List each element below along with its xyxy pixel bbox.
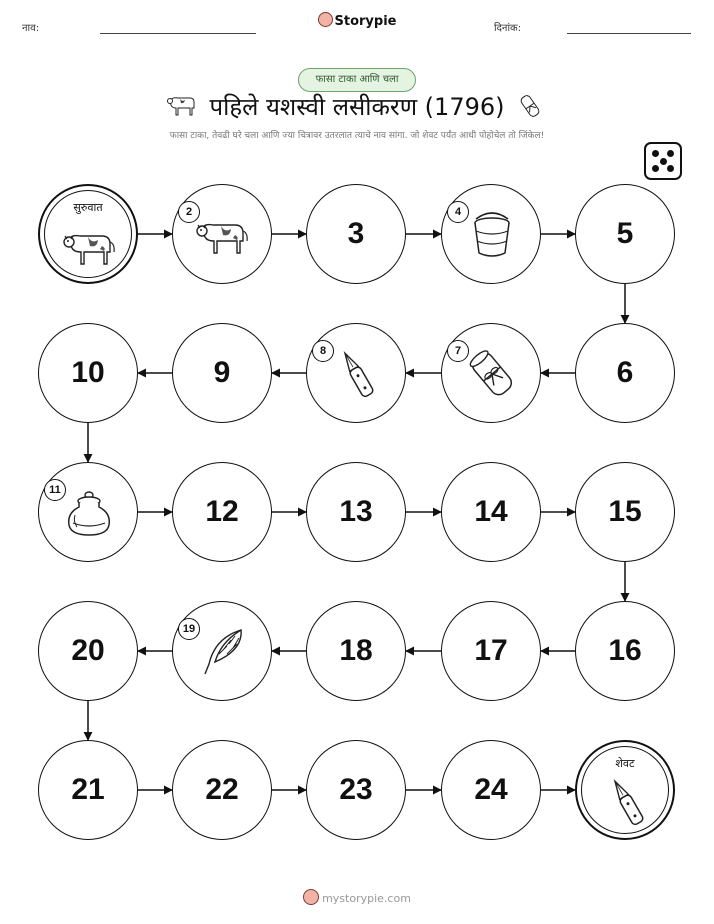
name-label: नाव: [22, 23, 40, 34]
brand-name: Storypie [334, 14, 397, 29]
cow-icon [195, 207, 251, 263]
cell-number: 21 [71, 773, 105, 806]
cell-number-badge: 11 [44, 479, 66, 501]
lancet-knife-icon [329, 346, 385, 402]
board-cell-12 [172, 462, 272, 562]
board-cell-4 [441, 184, 541, 284]
cow-icon [62, 218, 118, 268]
board-cell-9 [172, 323, 272, 423]
board-cell-15 [575, 462, 675, 562]
board-cell-11 [38, 462, 138, 562]
footer [0, 889, 714, 905]
cell-number: 13 [339, 495, 373, 528]
feather-quill-icon [195, 624, 251, 680]
board-cell-19 [172, 601, 272, 701]
cell-number: 15 [608, 495, 642, 528]
cell-number: 12 [205, 495, 239, 528]
board-cell-10 [38, 323, 138, 423]
end-cell [575, 740, 675, 840]
cell-number-badge: 2 [178, 201, 200, 223]
jar-icon [61, 485, 117, 541]
cell-number-badge: 7 [447, 340, 469, 362]
cell-number-badge: 8 [312, 340, 334, 362]
board-cell-21 [38, 740, 138, 840]
board-cell-17 [441, 601, 541, 701]
board-cell-7 [441, 323, 541, 423]
cell-number-badge: 19 [178, 618, 200, 640]
cell-number: 23 [339, 773, 373, 806]
bucket-icon [464, 207, 520, 263]
cell-number: 5 [616, 217, 634, 250]
cell-number: 24 [474, 773, 508, 806]
cell-number: 16 [608, 634, 642, 667]
start-label: सुरुवात [73, 201, 103, 214]
board-cell-14 [441, 462, 541, 562]
board-cell-16 [575, 601, 675, 701]
cell-number: 3 [347, 217, 365, 250]
scroll-icon [464, 346, 520, 402]
end-label: शेवट [615, 757, 635, 770]
date-label: दिनांक: [494, 23, 522, 34]
board-cell-24 [441, 740, 541, 840]
page-title: पहिले यशस्वी लसीकरण (1796) [209, 93, 505, 121]
board-cell-6 [575, 323, 675, 423]
cell-number: 20 [71, 634, 105, 667]
lancet-knife-icon [599, 774, 655, 824]
storypie-logo-icon [303, 889, 319, 905]
cell-number: 10 [71, 356, 105, 389]
board-cell-13 [306, 462, 406, 562]
start-cell [38, 184, 138, 284]
board-cell-18 [306, 601, 406, 701]
cell-number: 17 [474, 634, 508, 667]
board-cell-3 [306, 184, 406, 284]
cell-number-badge: 4 [447, 201, 469, 223]
cell-number: 18 [339, 634, 373, 667]
board-cell-23 [306, 740, 406, 840]
cell-number: 22 [205, 773, 239, 806]
board-cell-20 [38, 601, 138, 701]
cell-number: 6 [616, 356, 634, 389]
cell-number: 9 [213, 356, 231, 389]
game-type-tag: फासा टाका आणि चला [298, 68, 416, 92]
footer-site: mystorypie.com [322, 892, 411, 905]
board-cell-5 [575, 184, 675, 284]
cell-number: 14 [474, 495, 508, 528]
instructions: फासा टाका, तेवढी घरे चला आणि ज्या चित्रावर उतरलात त्याचे नाव सांगा. जो शेवट पर्यंत आधी पोहोचेल तो जिंकेल! [169, 131, 545, 141]
board-cell-2 [172, 184, 272, 284]
board-cell-8 [306, 323, 406, 423]
board-cell-22 [172, 740, 272, 840]
